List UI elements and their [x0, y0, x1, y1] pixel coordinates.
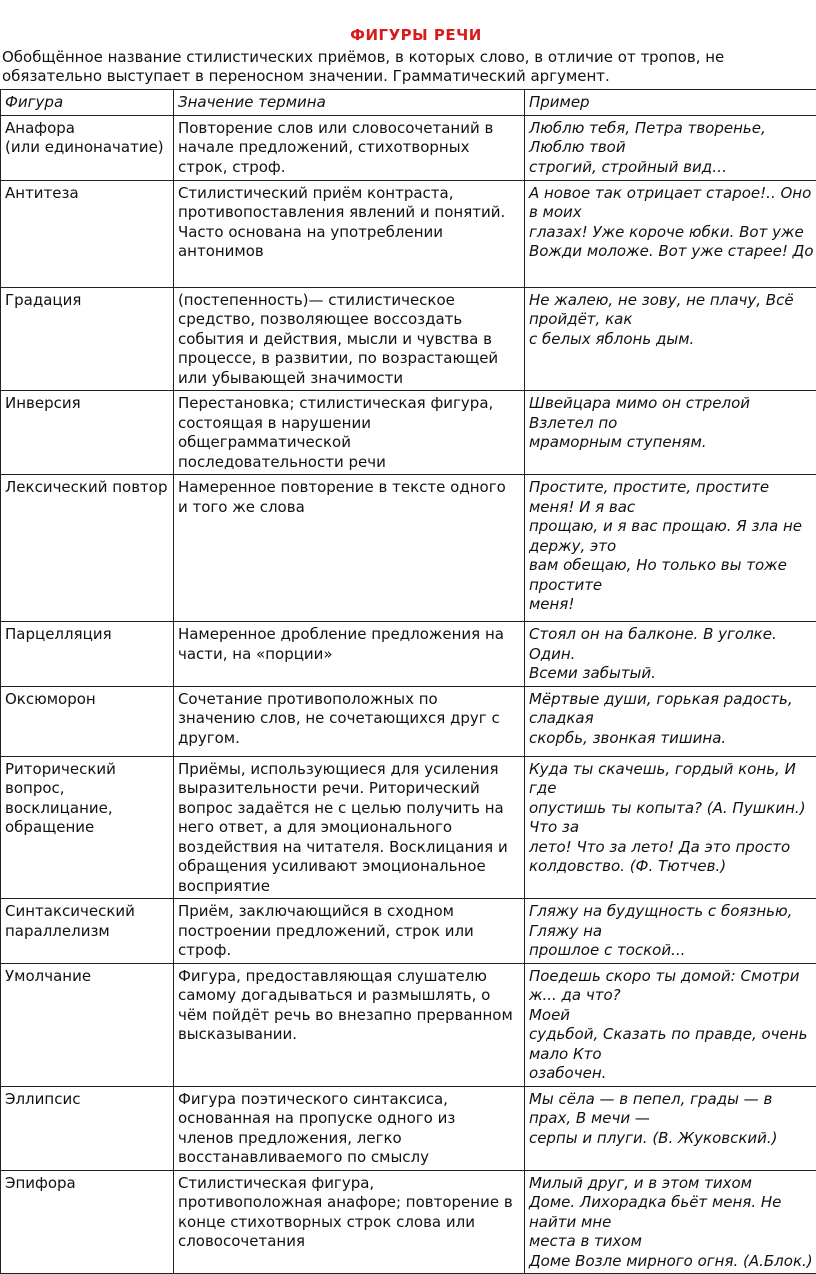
table-body [1, 115, 816, 1274]
table-row [1, 899, 816, 964]
meaning-line: антонимов [178, 242, 521, 262]
table-row [1, 391, 816, 475]
meaning-cell [173, 1086, 524, 1170]
example-cell [524, 115, 816, 180]
meaning-line: самому догадываться и размышлять, о [178, 986, 521, 1006]
example-line: глазах! Уже короче юбки. Вот уже [529, 223, 816, 243]
meaning-line: высказывании. [178, 1025, 521, 1045]
meaning-line: Приёмы, использующиеся для усиления [178, 760, 521, 780]
example-line: А новое так отрицает старое!.. Оно в моих [529, 184, 816, 223]
table-row [1, 180, 816, 287]
example-line: места в тихом [529, 1232, 816, 1252]
table-row [1, 1170, 816, 1274]
figure-line: Эпифора [5, 1174, 170, 1194]
meaning-line: чём пойдёт речь во внезапно прерванном [178, 1006, 521, 1026]
example-line: Поедешь скоро ты домой: Смотри ж... да что? [529, 967, 816, 1006]
example-line: озабочен. [529, 1064, 816, 1084]
table-header-row [1, 90, 816, 116]
example-line: судьбой, Сказать по правде, очень мало Кто [529, 1025, 816, 1064]
figure-line: Парцелляция [5, 625, 170, 645]
meaning-line: воздействия на читателя. Восклицания и [178, 838, 521, 858]
meaning-line: строф. [178, 941, 521, 961]
meaning-line: построении предложений, строк или [178, 922, 521, 942]
figure-cell [1, 180, 174, 287]
figure-line: Эллипсис [5, 1090, 170, 1110]
example-line: Вожди моложе. Вот уже старее! До [529, 242, 816, 262]
header-example: Пример [524, 90, 816, 116]
example-line: прощаю, и я вас прощаю. Я зла не держу, это [529, 517, 816, 556]
meaning-line: части, на «порции» [178, 645, 521, 665]
figure-line: Оксюморон [5, 690, 170, 710]
figure-line: Антитеза [5, 184, 170, 204]
meaning-line: Намеренное дробление предложения на [178, 625, 521, 645]
figure-cell [1, 1170, 174, 1274]
meaning-line: основанная на пропуске одного из [178, 1109, 521, 1129]
figure-line: параллелизм [5, 922, 170, 942]
example-line: опустишь ты копыта? (А. Пушкин.) Что за [529, 799, 816, 838]
figure-line: обращение [5, 818, 170, 838]
meaning-cell [173, 287, 524, 391]
example-cell [524, 391, 816, 475]
figure-cell [1, 1086, 174, 1170]
meaning-line: выразительности речи. Риторический [178, 779, 521, 799]
meaning-line: строк, строф. [178, 158, 521, 178]
example-cell [524, 287, 816, 391]
example-cell [524, 1086, 816, 1170]
figure-cell [1, 287, 174, 391]
table-row [1, 1086, 816, 1170]
example-cell [524, 756, 816, 899]
example-cell [524, 622, 816, 687]
table-row [1, 287, 816, 391]
figure-cell [1, 391, 174, 475]
example-line: Мы сёла — в пепел, грады — в прах, В мечи — [529, 1090, 816, 1129]
meaning-line: членов предложения, легко [178, 1129, 521, 1149]
meaning-cell [173, 622, 524, 687]
example-line: скорбь, звонкая тишина. [529, 729, 816, 749]
figure-line: Градация [5, 291, 170, 311]
meaning-line: Повторение слов или словосочетаний в [178, 119, 521, 139]
meaning-cell [173, 1170, 524, 1274]
meaning-line: Намеренное повторение в тексте одного [178, 478, 521, 498]
example-cell [524, 475, 816, 622]
figure-line: Умолчание [5, 967, 170, 987]
figure-line: Лексический повтор [5, 478, 170, 498]
example-line: мраморным ступеням. [529, 433, 816, 453]
example-line: вам обещаю, Но только вы тоже простите [529, 556, 816, 595]
meaning-line: общеграмматической [178, 433, 521, 453]
example-line: Стоял он на балконе. В уголке. Один. [529, 625, 816, 664]
meaning-line: и того же слова [178, 498, 521, 518]
example-line: Милый друг, и в этом тихом [529, 1174, 816, 1194]
meaning-line: Приём, заключающийся в сходном [178, 902, 521, 922]
meaning-line: Фигура, предоставляющая слушателю [178, 967, 521, 987]
figure-line: Риторический [5, 760, 170, 780]
meaning-line: Стилистический приём контраста, [178, 184, 521, 204]
example-cell [524, 963, 816, 1086]
intro-line: обязательно выступает в переносном значении. Грамматический аргумент. [2, 67, 812, 86]
example-line: Швейцара мимо он стрелой Взлетел по [529, 394, 816, 433]
figure-line: вопрос, [5, 779, 170, 799]
meaning-cell [173, 391, 524, 475]
header-meaning: Значение термина [173, 90, 524, 116]
meaning-line: процессе, в развитии, по возрастающей [178, 349, 521, 369]
table-row [1, 756, 816, 899]
meaning-line: состоящая в нарушении [178, 414, 521, 434]
intro-text [2, 48, 812, 86]
header-figure: Фигура [1, 90, 174, 116]
figure-line: (или единоначатие) [5, 138, 170, 158]
example-line: Доме Возле мирного огня. (А.Блок.) [529, 1252, 816, 1272]
figure-cell [1, 899, 174, 964]
figure-cell [1, 475, 174, 622]
example-line: строгий, стройный вид… [529, 158, 816, 178]
meaning-line: Часто основана на употреблении [178, 223, 521, 243]
example-cell [524, 686, 816, 756]
meaning-line: события и действия, мысли и чувства в [178, 330, 521, 350]
example-cell [524, 1170, 816, 1274]
example-line: Гляжу на будущность с боязнью, Гляжу на [529, 902, 816, 941]
example-line: Всеми забытый. [529, 664, 816, 684]
meaning-line: начале предложений, стихотворных [178, 138, 521, 158]
example-line: прошлое с тоской... [529, 941, 816, 961]
meaning-cell [173, 899, 524, 964]
meaning-cell [173, 180, 524, 287]
figure-line: Синтаксический [5, 902, 170, 922]
table-row [1, 963, 816, 1086]
example-cell [524, 180, 816, 287]
table-row [1, 686, 816, 756]
meaning-line: конце стихотворных строк слова или [178, 1213, 521, 1233]
meaning-line: восстанавливаемого по смыслу [178, 1148, 521, 1168]
meaning-cell [173, 756, 524, 899]
meaning-line: вопрос задаётся не с целью получить на [178, 799, 521, 819]
meaning-line: обращения усиливают эмоциональное [178, 857, 521, 877]
meaning-line: другом. [178, 729, 521, 749]
figure-line: Инверсия [5, 394, 170, 414]
meaning-line: словосочетания [178, 1232, 521, 1252]
table-row [1, 475, 816, 622]
figure-cell [1, 686, 174, 756]
meaning-line: противоположная анафоре; повторение в [178, 1193, 521, 1213]
table-row [1, 115, 816, 180]
table-row [1, 622, 816, 687]
example-line: Люблю тебя, Петра творенье, Люблю твой [529, 119, 816, 158]
meaning-line: средство, позволяющее воссоздать [178, 310, 521, 330]
meaning-cell [173, 115, 524, 180]
meaning-line: Стилистическая фигура, [178, 1174, 521, 1194]
meaning-cell [173, 686, 524, 756]
example-line: с белых яблонь дым. [529, 330, 816, 350]
meaning-line: него ответ, а для эмоционального [178, 818, 521, 838]
figures-table [0, 89, 816, 1274]
meaning-line: значению слов, не сочетающихся друг с [178, 709, 521, 729]
meaning-line: последовательности речи [178, 453, 521, 473]
figure-line: восклицание, [5, 799, 170, 819]
example-line: Моей [529, 1006, 816, 1026]
example-line: лето! Что за лето! Да это просто [529, 838, 816, 858]
figure-line: Анафора [5, 119, 170, 139]
example-line: Не жалею, не зову, не плачу, Всё пройдёт, как [529, 291, 816, 330]
meaning-line: или убывающей значимости [178, 369, 521, 389]
example-line: Доме. Лихорадка бьёт меня. Не найти мне [529, 1193, 816, 1232]
example-line: меня! [529, 595, 816, 615]
figure-cell [1, 622, 174, 687]
meaning-line: Сочетание противоположных по [178, 690, 521, 710]
example-line: Куда ты скачешь, гордый конь, И где [529, 760, 816, 799]
example-line: колдовство. (Ф. Тютчев.) [529, 857, 816, 877]
example-line: Простите, простите, простите меня! И я вас [529, 478, 816, 517]
meaning-line: противопоставления явлений и понятий. [178, 203, 521, 223]
example-line: серпы и плуги. (В. Жуковский.) [529, 1129, 816, 1149]
meaning-line: восприятие [178, 877, 521, 897]
figure-cell [1, 115, 174, 180]
example-line: Мёртвые души, горькая радость, сладкая [529, 690, 816, 729]
meaning-line: Фигура поэтического синтаксиса, [178, 1090, 521, 1110]
example-cell [524, 899, 816, 964]
intro-line: Обобщённое название стилистических приёмов, в которых слово, в отличие от тропов, не [2, 48, 812, 67]
meaning-cell [173, 475, 524, 622]
figure-cell [1, 756, 174, 899]
meaning-line: Перестановка; стилистическая фигура, [178, 394, 521, 414]
meaning-cell [173, 963, 524, 1086]
page-title: ФИГУРЫ РЕЧИ [0, 26, 816, 44]
figure-cell [1, 963, 174, 1086]
meaning-line: (постепенность)— стилистическое [178, 291, 521, 311]
